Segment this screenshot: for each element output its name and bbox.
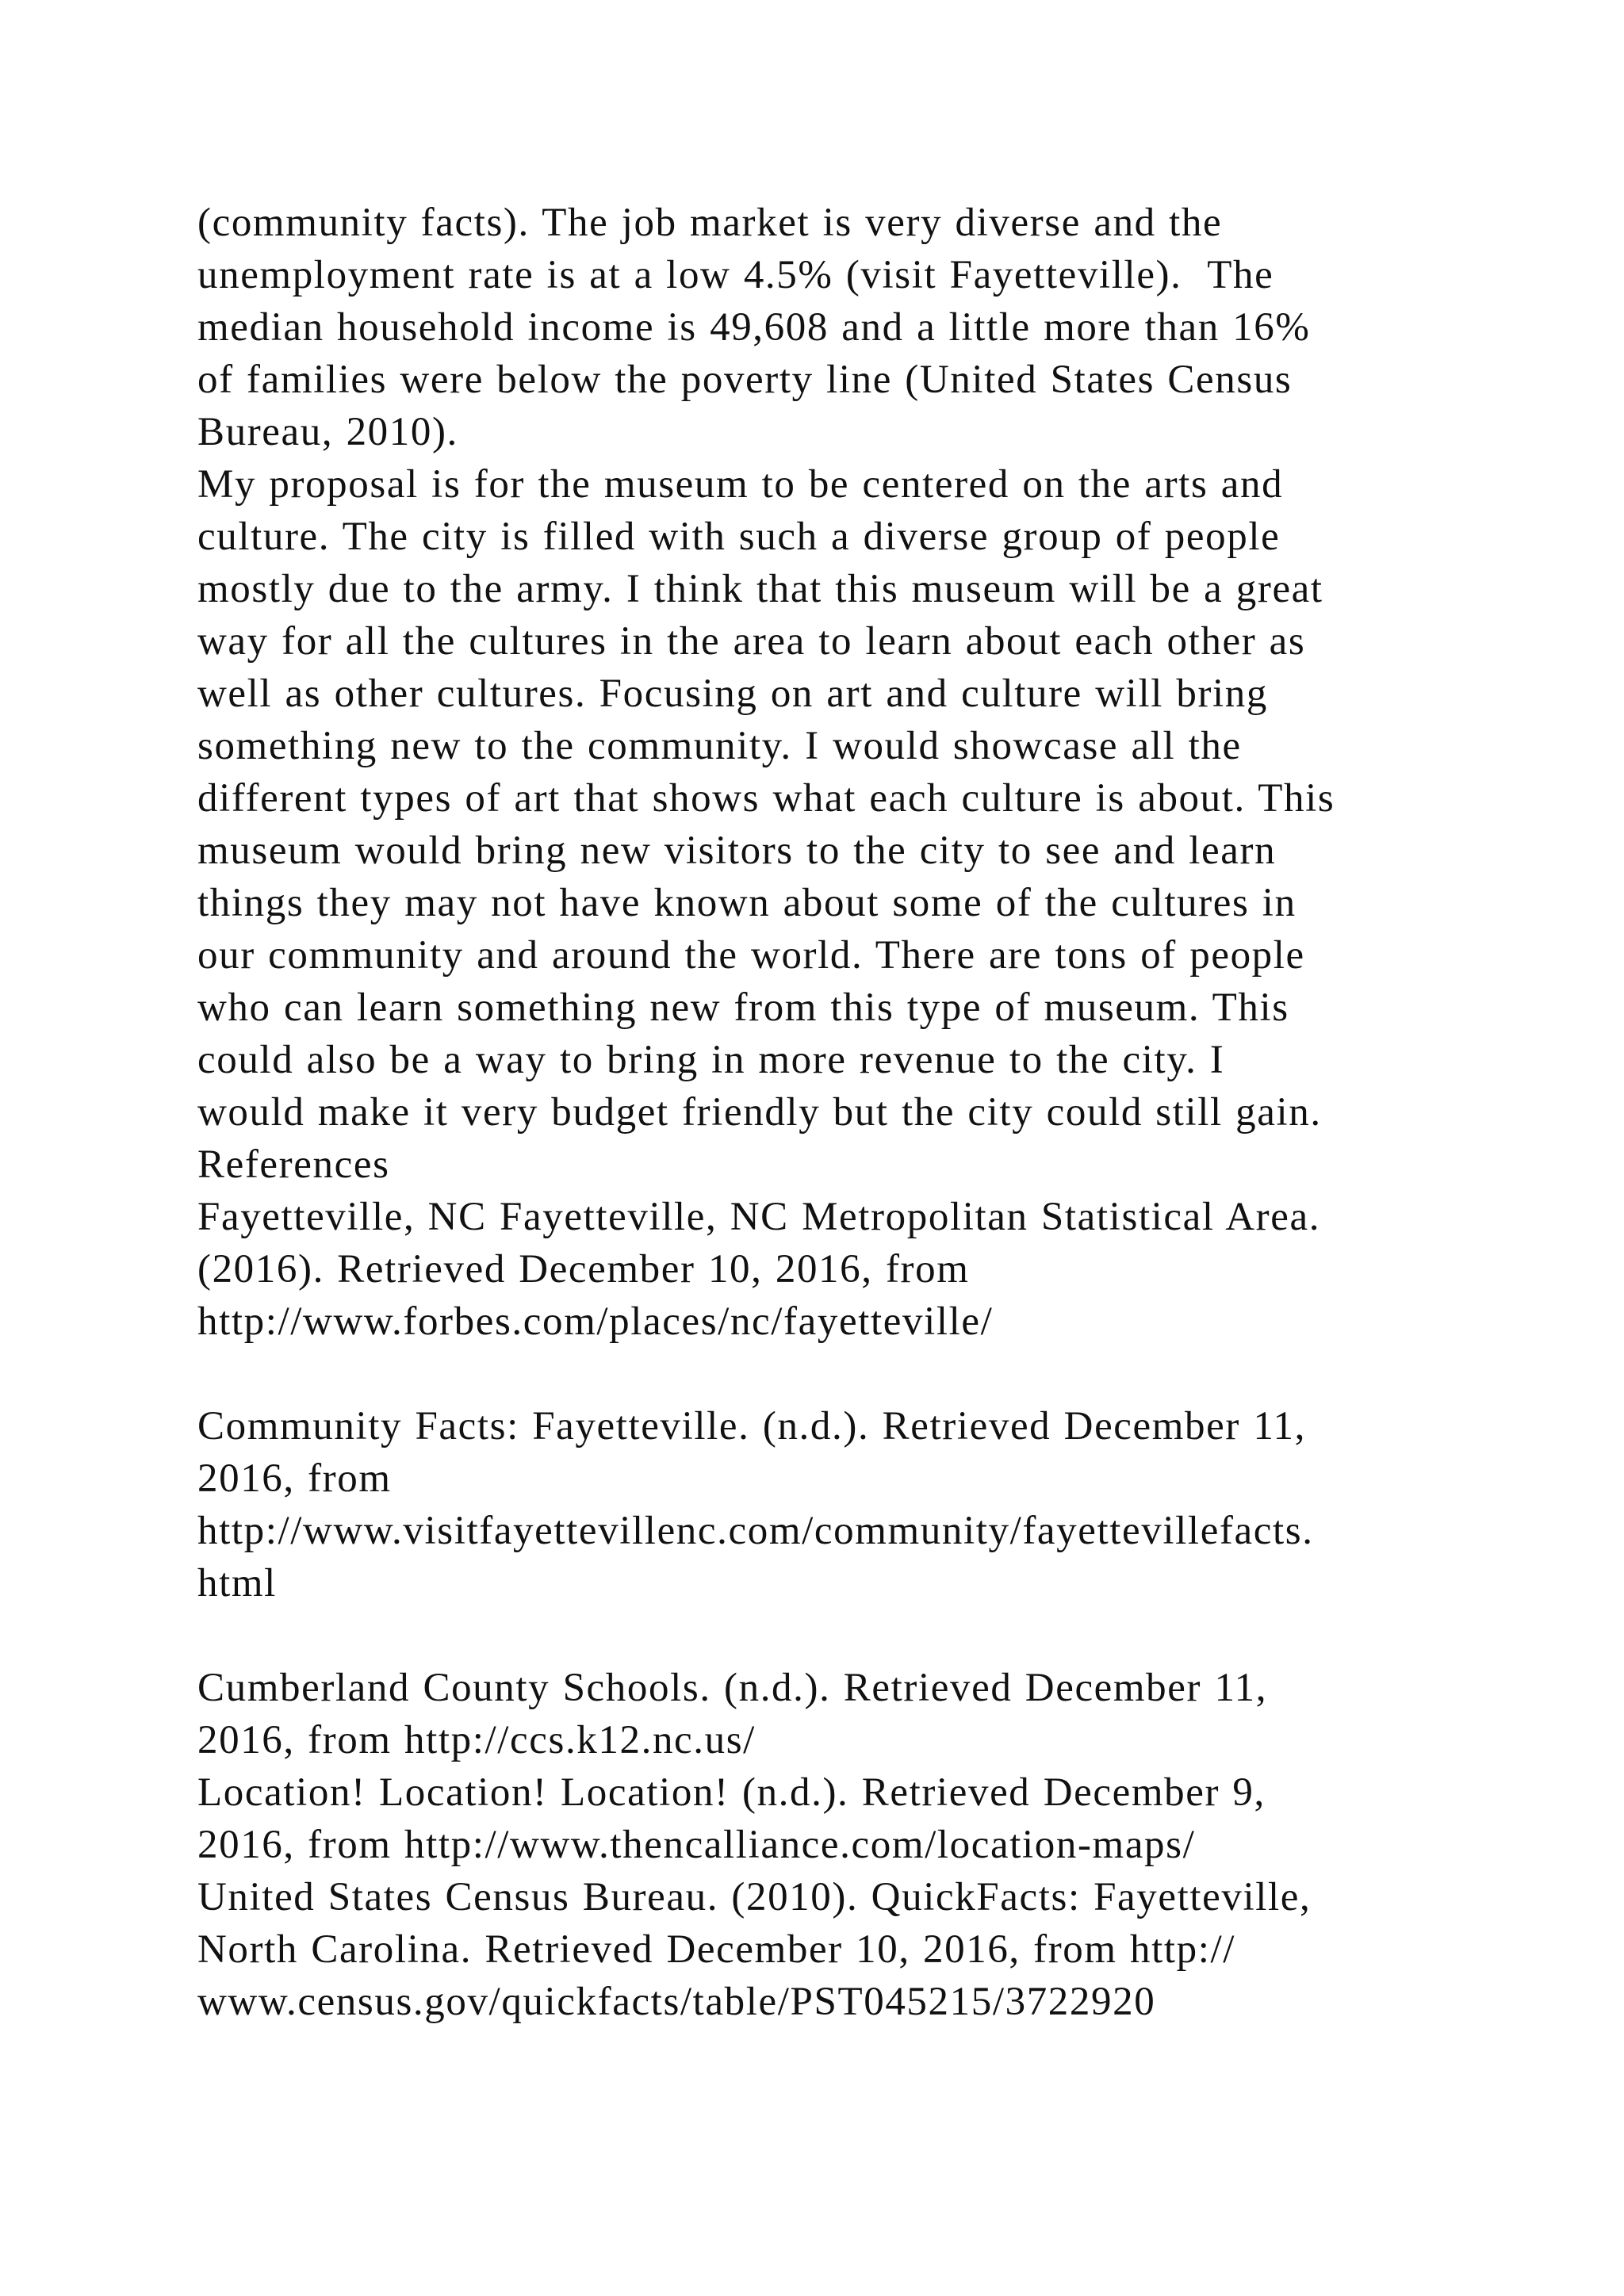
text-line: museum would bring new visitors to the city to see and learn: [197, 828, 1277, 873]
text-line: culture. The city is filled with such a diverse group of people: [197, 515, 1281, 559]
reference-line: 2016, from: [197, 1456, 392, 1501]
reference-url: www.census.gov/quickfacts/table/PST045215/3722920: [197, 1980, 1156, 2024]
reference-url: http://www.forbes.com/places/nc/fayetteville/: [197, 1299, 994, 1344]
reference-line: 2016, from http://ccs.k12.nc.us/: [197, 1718, 756, 1762]
text-line: of families were below the poverty line (United States Census: [197, 358, 1293, 402]
text-line: something new to the community. I would showcase all the: [197, 724, 1242, 768]
paragraph-proposal: [197, 458, 1514, 1138]
reference-line: (2016). Retrieved December 10, 2016, from: [197, 1247, 970, 1292]
text-line: could also be a way to bring in more revenue to the city. I: [197, 1038, 1225, 1082]
text-line: well as other cultures. Focusing on art and culture will bring: [197, 672, 1268, 716]
reference-line: 2016, from http://www.thencalliance.com/location-maps/: [197, 1823, 1196, 1867]
reference-entry: [197, 1871, 1514, 2028]
paragraph-intro: [197, 197, 1514, 458]
reference-url: http://www.visitfayettevillenc.com/community/fayettevillefacts.: [197, 1509, 1314, 1553]
references-heading: References: [197, 1142, 390, 1187]
spacer: [197, 1348, 1514, 1400]
reference-entry: [197, 1191, 1514, 1348]
reference-entry: [197, 1766, 1514, 1871]
reference-line: Community Facts: Fayetteville. (n.d.). Retrieved December 11,: [197, 1404, 1306, 1448]
text-line: (community facts). The job market is very diverse and the: [197, 201, 1223, 245]
text-line: different types of art that shows what each culture is about. This: [197, 776, 1335, 821]
reference-line: North Carolina. Retrieved December 10, 2016, from http://: [197, 1927, 1236, 1972]
text-line: our community and around the world. There are tons of people: [197, 933, 1305, 978]
reference-line: United States Census Bureau. (2010). QuickFacts: Fayetteville,: [197, 1875, 1312, 1919]
text-line: My proposal is for the museum to be centered on the arts and: [197, 462, 1284, 507]
reference-line: Fayetteville, NC Fayetteville, NC Metropolitan Statistical Area.: [197, 1195, 1321, 1239]
text-line: way for all the cultures in the area to learn about each other as: [197, 619, 1306, 664]
text-line: unemployment rate is at a low 4.5% (visit Fayetteville). The: [197, 253, 1274, 297]
text-line: things they may not have known about some of the cultures in: [197, 881, 1297, 925]
reference-line: Location! Location! Location! (n.d.). Retrieved December 9,: [197, 1770, 1266, 1815]
reference-line: Cumberland County Schools. (n.d.). Retrieved December 11,: [197, 1666, 1268, 1710]
text-line: would make it very budget friendly but the city could still gain.: [197, 1090, 1322, 1135]
reference-entry: [197, 1400, 1514, 1609]
reference-entry: [197, 1662, 1514, 1766]
spacer: [197, 1609, 1514, 1662]
text-line: who can learn something new from this type of museum. This: [197, 985, 1289, 1030]
text-line: Bureau, 2010).: [197, 410, 458, 454]
text-line: mostly due to the army. I think that this museum will be a great: [197, 567, 1323, 611]
text-line: median household income is 49,608 and a little more than 16%: [197, 305, 1311, 350]
document-body: [197, 197, 1514, 2028]
reference-url: html: [197, 1561, 277, 1605]
